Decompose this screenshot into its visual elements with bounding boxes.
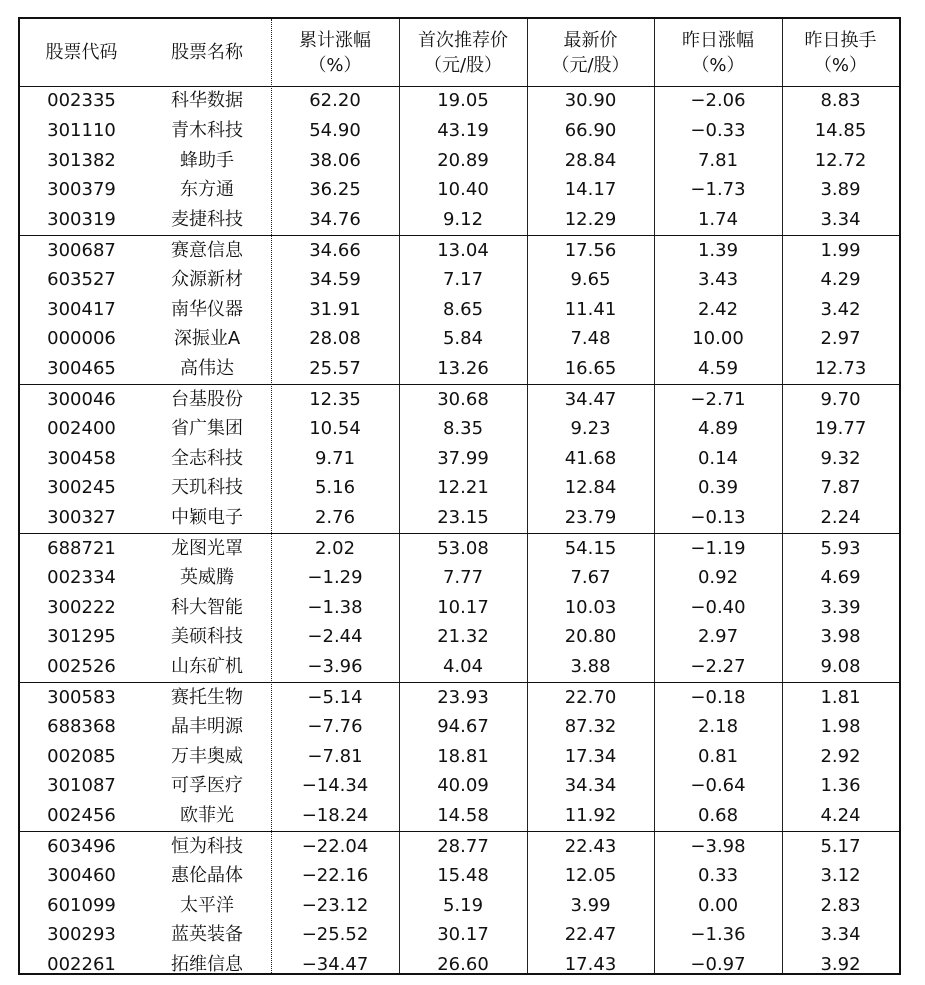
cell-cumulative-gain: −22.16 — [301, 864, 369, 886]
cell-yesterday-turnover: 1.99 — [820, 239, 861, 261]
cell-stock-name: 青木科技 — [171, 119, 243, 141]
header-stock-code — [20, 19, 143, 86]
cell-stock-name: 蓝英装备 — [171, 924, 243, 946]
cell-yesterday-gain: −0.18 — [690, 686, 746, 708]
cell-stock-name: 众源新材 — [171, 268, 243, 290]
cell-yesterday-turnover: 3.92 — [820, 954, 861, 976]
cell-latest-price: 17.56 — [564, 239, 617, 261]
cell-yesterday-turnover: 3.89 — [820, 179, 861, 201]
cell-cumulative-gain: 54.90 — [309, 119, 361, 141]
cell-stock-code: 300465 — [47, 358, 116, 380]
cell-first-recommend-price: 23.15 — [437, 507, 489, 529]
header-unit: （元/股） — [423, 54, 503, 76]
cell-yesterday-gain: 2.18 — [697, 715, 739, 737]
cell-latest-price: 41.68 — [564, 447, 617, 469]
header-yesterday-turnover — [782, 19, 899, 86]
cell-latest-price: 7.67 — [570, 566, 611, 588]
header-label: 累计涨幅 — [299, 29, 371, 51]
table-row — [20, 175, 899, 205]
cell-stock-code: 300460 — [47, 864, 116, 886]
cell-yesterday-turnover: 5.17 — [820, 835, 861, 857]
table-row — [20, 742, 899, 772]
header-unit: （元/股） — [551, 54, 630, 76]
cell-first-recommend-price: 5.19 — [442, 894, 484, 916]
cell-stock-name: 中颖电子 — [171, 507, 243, 529]
cell-stock-name: 欧菲光 — [180, 805, 234, 827]
table-row — [20, 295, 899, 325]
cell-yesterday-turnover: 2.24 — [820, 507, 861, 529]
header-label: 首次推荐价 — [418, 29, 508, 51]
header-yesterday-gain — [654, 19, 782, 86]
table-row — [20, 861, 899, 891]
header-unit: （%） — [691, 54, 745, 76]
cell-latest-price: 11.41 — [564, 298, 617, 320]
cell-stock-name: 太平洋 — [180, 894, 234, 916]
cell-latest-price: 3.88 — [570, 656, 611, 678]
cell-stock-code: 301382 — [47, 149, 116, 171]
table-row — [20, 622, 899, 652]
cell-latest-price: 23.79 — [564, 507, 617, 529]
cell-stock-code: 002335 — [47, 90, 116, 111]
cell-latest-price: 3.99 — [570, 894, 611, 916]
cell-yesterday-gain: 4.89 — [697, 417, 739, 439]
cell-stock-name: 天玑科技 — [171, 477, 243, 499]
cell-yesterday-turnover: 3.34 — [820, 924, 861, 946]
cell-yesterday-turnover: 1.98 — [820, 715, 861, 737]
cell-first-recommend-price: 30.68 — [437, 388, 489, 410]
cell-stock-name: 惠伦晶体 — [171, 864, 243, 886]
cell-cumulative-gain: 25.57 — [309, 358, 361, 380]
cell-latest-price: 14.17 — [564, 179, 617, 201]
cell-first-recommend-price: 23.93 — [437, 686, 489, 708]
cell-latest-price: 12.05 — [564, 864, 617, 886]
cell-latest-price: 12.29 — [564, 209, 617, 231]
cell-cumulative-gain: −1.38 — [307, 596, 363, 618]
table-row — [20, 920, 899, 950]
cell-yesterday-turnover: 5.93 — [820, 537, 861, 559]
cell-latest-price: 34.47 — [564, 388, 617, 410]
cell-yesterday-gain: −1.36 — [690, 924, 746, 946]
table-row — [20, 86, 899, 116]
cell-stock-code: 300245 — [47, 477, 116, 499]
cell-yesterday-turnover: 1.36 — [820, 775, 861, 797]
cell-stock-name: 拓维信息 — [171, 954, 243, 976]
cell-cumulative-gain: −34.47 — [301, 954, 369, 976]
cell-yesterday-turnover: 4.69 — [820, 566, 861, 588]
cell-yesterday-turnover: 14.85 — [814, 119, 867, 141]
cell-latest-price: 66.90 — [564, 119, 617, 141]
cell-latest-price: 12.84 — [564, 477, 617, 499]
cell-yesterday-turnover: 7.87 — [820, 477, 861, 499]
cell-cumulative-gain: −7.76 — [307, 715, 363, 737]
cell-stock-code: 300046 — [47, 388, 116, 410]
cell-stock-name: 科华数据 — [171, 90, 243, 111]
cell-yesterday-gain: −0.33 — [690, 119, 746, 141]
cell-cumulative-gain: −14.34 — [301, 775, 369, 797]
cell-first-recommend-price: 30.17 — [437, 924, 489, 946]
cell-latest-price: 9.23 — [570, 417, 611, 439]
cell-stock-name: 深振业A — [173, 328, 241, 350]
cell-yesterday-gain: −3.98 — [690, 835, 746, 857]
cell-yesterday-turnover: 3.42 — [820, 298, 861, 320]
cell-stock-code: 603496 — [47, 835, 116, 857]
table-row — [20, 533, 899, 563]
cell-first-recommend-price: 21.32 — [437, 626, 489, 648]
cell-stock-name: 东方通 — [180, 179, 234, 201]
cell-first-recommend-price: 40.09 — [437, 775, 489, 797]
table-body — [20, 86, 899, 980]
table-row — [20, 354, 899, 384]
cell-first-recommend-price: 8.65 — [442, 298, 484, 320]
cell-cumulative-gain: 28.08 — [309, 328, 361, 350]
table-row — [20, 473, 899, 503]
cell-yesterday-gain: −2.06 — [690, 90, 746, 111]
table-row — [20, 414, 899, 444]
cell-yesterday-gain: 2.97 — [697, 626, 739, 648]
cell-stock-name: 美硕科技 — [171, 626, 243, 648]
header-label: 昨日涨幅 — [682, 29, 754, 51]
table-row — [20, 652, 899, 682]
table-row — [20, 444, 899, 474]
cell-latest-price: 16.65 — [564, 358, 617, 380]
cell-cumulative-gain: 2.02 — [314, 537, 356, 559]
cell-stock-code: 300327 — [47, 507, 116, 529]
cell-latest-price: 54.15 — [564, 537, 617, 559]
cell-latest-price: 7.48 — [570, 328, 611, 350]
cell-cumulative-gain: 10.54 — [309, 417, 361, 439]
cell-latest-price: 22.70 — [564, 686, 617, 708]
cell-first-recommend-price: 12.21 — [437, 477, 489, 499]
cell-yesterday-gain: 0.33 — [697, 864, 739, 886]
cell-yesterday-turnover: 3.12 — [820, 864, 861, 886]
cell-stock-name: 英威腾 — [180, 566, 234, 588]
cell-stock-name: 可孚医疗 — [171, 775, 243, 797]
cell-yesterday-turnover: 3.39 — [820, 596, 861, 618]
header-first-recommend-price — [399, 19, 527, 86]
cell-yesterday-gain: 0.68 — [697, 805, 739, 827]
cell-latest-price: 22.43 — [564, 835, 617, 857]
cell-stock-code: 002261 — [47, 954, 116, 976]
cell-latest-price: 34.34 — [564, 775, 617, 797]
table-row — [20, 205, 899, 235]
cell-yesterday-gain: 1.74 — [697, 209, 739, 231]
cell-yesterday-gain: −2.27 — [690, 656, 746, 678]
cell-first-recommend-price: 8.35 — [442, 417, 484, 439]
cell-stock-code: 300319 — [47, 209, 116, 231]
cell-yesterday-gain: 3.43 — [697, 268, 739, 290]
cell-first-recommend-price: 94.67 — [437, 715, 489, 737]
table-row — [20, 503, 899, 533]
cell-stock-name: 南华仪器 — [171, 298, 243, 320]
cell-yesterday-gain: 10.00 — [692, 328, 744, 350]
cell-latest-price: 9.65 — [570, 268, 611, 290]
cell-latest-price: 17.43 — [564, 954, 617, 976]
cell-yesterday-turnover: 9.32 — [820, 447, 861, 469]
cell-yesterday-gain: 0.14 — [697, 447, 739, 469]
cell-stock-code: 601099 — [47, 894, 116, 916]
cell-first-recommend-price: 9.12 — [442, 209, 484, 231]
cell-yesterday-turnover: 8.83 — [820, 90, 861, 111]
cell-stock-code: 688368 — [47, 715, 116, 737]
header-label: 昨日换手 — [804, 29, 877, 51]
cell-yesterday-turnover: 19.77 — [814, 417, 867, 439]
cell-stock-name: 麦捷科技 — [171, 209, 243, 231]
table-row — [20, 682, 899, 712]
cell-first-recommend-price: 18.81 — [437, 745, 489, 767]
table-row — [20, 771, 899, 801]
cell-stock-code: 300417 — [47, 298, 116, 320]
table-row — [20, 563, 899, 593]
cell-yesterday-turnover: 9.08 — [820, 656, 861, 678]
cell-stock-name: 万丰奥威 — [171, 745, 243, 767]
cell-yesterday-turnover: 2.83 — [820, 894, 861, 916]
cell-first-recommend-price: 13.04 — [437, 239, 489, 261]
cell-stock-code: 300458 — [47, 447, 116, 469]
cell-cumulative-gain: −23.12 — [301, 894, 369, 916]
cell-first-recommend-price: 20.89 — [437, 149, 489, 171]
table-row — [20, 116, 899, 146]
header-label: 股票名称 — [171, 42, 243, 63]
cell-cumulative-gain: 34.66 — [309, 239, 361, 261]
cell-cumulative-gain: −3.96 — [307, 656, 363, 678]
cell-yesterday-turnover: 9.70 — [820, 388, 861, 410]
cell-stock-code: 300293 — [47, 924, 116, 946]
cell-cumulative-gain: −18.24 — [301, 805, 369, 827]
cell-stock-code: 301110 — [47, 119, 116, 141]
header-cumulative-gain — [271, 19, 399, 86]
table-header — [20, 19, 899, 87]
header-latest-price — [527, 19, 654, 86]
table-row — [20, 384, 899, 414]
cell-yesterday-gain: 0.92 — [697, 566, 739, 588]
cell-latest-price: 28.84 — [564, 149, 617, 171]
cell-first-recommend-price: 13.26 — [437, 358, 489, 380]
cell-stock-code: 300222 — [47, 596, 116, 618]
cell-stock-name: 科大智能 — [171, 596, 243, 618]
cell-yesterday-gain: 0.81 — [697, 745, 739, 767]
header-label: 最新价 — [563, 29, 618, 51]
cell-yesterday-gain: 0.39 — [697, 477, 739, 499]
table-row — [20, 235, 899, 265]
table-row — [20, 891, 899, 921]
cell-yesterday-gain: −0.13 — [690, 507, 746, 529]
cell-yesterday-turnover: 2.92 — [820, 745, 861, 767]
cell-stock-name: 恒为科技 — [171, 835, 243, 857]
cell-stock-code: 300687 — [47, 239, 116, 261]
cell-stock-name: 蜂助手 — [180, 149, 234, 171]
cell-stock-code: 688721 — [47, 537, 116, 559]
header-unit: （%） — [308, 54, 362, 76]
cell-yesterday-gain: −2.71 — [690, 388, 746, 410]
cell-yesterday-turnover: 2.97 — [820, 328, 861, 350]
cell-cumulative-gain: 2.76 — [314, 507, 356, 529]
cell-stock-code: 301087 — [47, 775, 116, 797]
cell-latest-price: 11.92 — [564, 805, 617, 827]
cell-yesterday-gain: 0.00 — [697, 894, 739, 916]
cell-stock-name: 全志科技 — [171, 447, 243, 469]
table-row — [20, 146, 899, 176]
cell-stock-name: 龙图光罩 — [171, 537, 243, 559]
cell-first-recommend-price: 26.60 — [437, 954, 489, 976]
cell-yesterday-gain: −1.73 — [690, 179, 746, 201]
cell-cumulative-gain: 34.76 — [309, 209, 361, 231]
cell-first-recommend-price: 19.05 — [437, 90, 489, 111]
cell-cumulative-gain: 5.16 — [314, 477, 356, 499]
cell-cumulative-gain: −2.44 — [307, 626, 363, 648]
table-row — [20, 950, 899, 980]
cell-latest-price: 22.47 — [564, 924, 617, 946]
cell-stock-code: 000006 — [47, 328, 116, 350]
cell-first-recommend-price: 7.17 — [442, 268, 484, 290]
cell-stock-name: 山东矿机 — [171, 656, 243, 678]
cell-cumulative-gain: −1.29 — [307, 566, 363, 588]
cell-yesterday-gain: 7.81 — [697, 149, 739, 171]
cell-cumulative-gain: −5.14 — [307, 686, 363, 708]
cell-first-recommend-price: 28.77 — [437, 835, 489, 857]
cell-stock-name: 高伟达 — [180, 358, 234, 380]
cell-cumulative-gain: 36.25 — [309, 179, 361, 201]
cell-yesterday-gain: 4.59 — [697, 358, 739, 380]
cell-yesterday-turnover: 3.98 — [820, 626, 861, 648]
cell-latest-price: 10.03 — [564, 596, 617, 618]
cell-first-recommend-price: 5.84 — [442, 328, 484, 350]
cell-first-recommend-price: 15.48 — [437, 864, 489, 886]
cell-stock-code: 301295 — [47, 626, 116, 648]
cell-stock-name: 省广集团 — [171, 417, 243, 439]
cell-yesterday-turnover: 1.81 — [820, 686, 861, 708]
header-stock-name — [143, 19, 271, 86]
cell-first-recommend-price: 43.19 — [437, 119, 489, 141]
cell-yesterday-turnover: 4.24 — [820, 805, 861, 827]
table-row — [20, 593, 899, 623]
table-row — [20, 265, 899, 295]
table-row — [20, 801, 899, 831]
cell-cumulative-gain: 38.06 — [309, 149, 361, 171]
cell-first-recommend-price: 14.58 — [437, 805, 489, 827]
cell-yesterday-turnover: 12.73 — [814, 358, 867, 380]
cell-cumulative-gain: 31.91 — [309, 298, 361, 320]
cell-yesterday-gain: −0.64 — [690, 775, 746, 797]
cell-yesterday-turnover: 4.29 — [820, 268, 861, 290]
cell-latest-price: 87.32 — [564, 715, 617, 737]
cell-stock-name: 台基股份 — [171, 388, 243, 410]
cell-stock-code: 002085 — [47, 745, 116, 767]
cell-cumulative-gain: −7.81 — [307, 745, 363, 767]
cell-stock-code: 300583 — [47, 686, 116, 708]
cell-first-recommend-price: 10.40 — [437, 179, 489, 201]
table-row — [20, 712, 899, 742]
cell-cumulative-gain: 34.59 — [309, 268, 361, 290]
cell-yesterday-gain: −0.40 — [690, 596, 746, 618]
cell-stock-name: 赛托生物 — [171, 686, 243, 708]
cell-first-recommend-price: 37.99 — [437, 447, 489, 469]
cell-stock-name: 晶丰明源 — [171, 715, 243, 737]
cell-yesterday-turnover: 12.72 — [814, 149, 867, 171]
header-label: 股票代码 — [45, 42, 118, 63]
cell-stock-code: 002526 — [47, 656, 116, 678]
cell-stock-code: 603527 — [47, 268, 116, 290]
cell-latest-price: 17.34 — [564, 745, 617, 767]
cell-cumulative-gain: 62.20 — [309, 90, 361, 111]
cell-stock-code: 002456 — [47, 805, 116, 827]
table-row — [20, 831, 899, 861]
cell-stock-code: 002334 — [47, 566, 116, 588]
cell-stock-name: 赛意信息 — [171, 239, 243, 261]
cell-latest-price: 30.90 — [564, 90, 617, 111]
cell-cumulative-gain: −25.52 — [301, 924, 369, 946]
cell-first-recommend-price: 53.08 — [437, 537, 489, 559]
header-unit: （%） — [813, 54, 868, 76]
cell-yesterday-gain: 2.42 — [697, 298, 739, 320]
cell-yesterday-gain: 1.39 — [697, 239, 739, 261]
cell-stock-code: 300379 — [47, 179, 116, 201]
cell-yesterday-gain: −0.97 — [690, 954, 746, 976]
cell-first-recommend-price: 4.04 — [442, 656, 484, 678]
cell-latest-price: 20.80 — [564, 626, 617, 648]
stock-table — [18, 17, 901, 975]
table-row — [20, 324, 899, 354]
cell-cumulative-gain: 12.35 — [309, 388, 361, 410]
cell-yesterday-turnover: 3.34 — [820, 209, 861, 231]
cell-cumulative-gain: 9.71 — [314, 447, 356, 469]
cell-cumulative-gain: −22.04 — [301, 835, 369, 857]
cell-stock-code: 002400 — [47, 417, 116, 439]
cell-first-recommend-price: 7.77 — [442, 566, 484, 588]
cell-first-recommend-price: 10.17 — [437, 596, 489, 618]
cell-yesterday-gain: −1.19 — [690, 537, 746, 559]
